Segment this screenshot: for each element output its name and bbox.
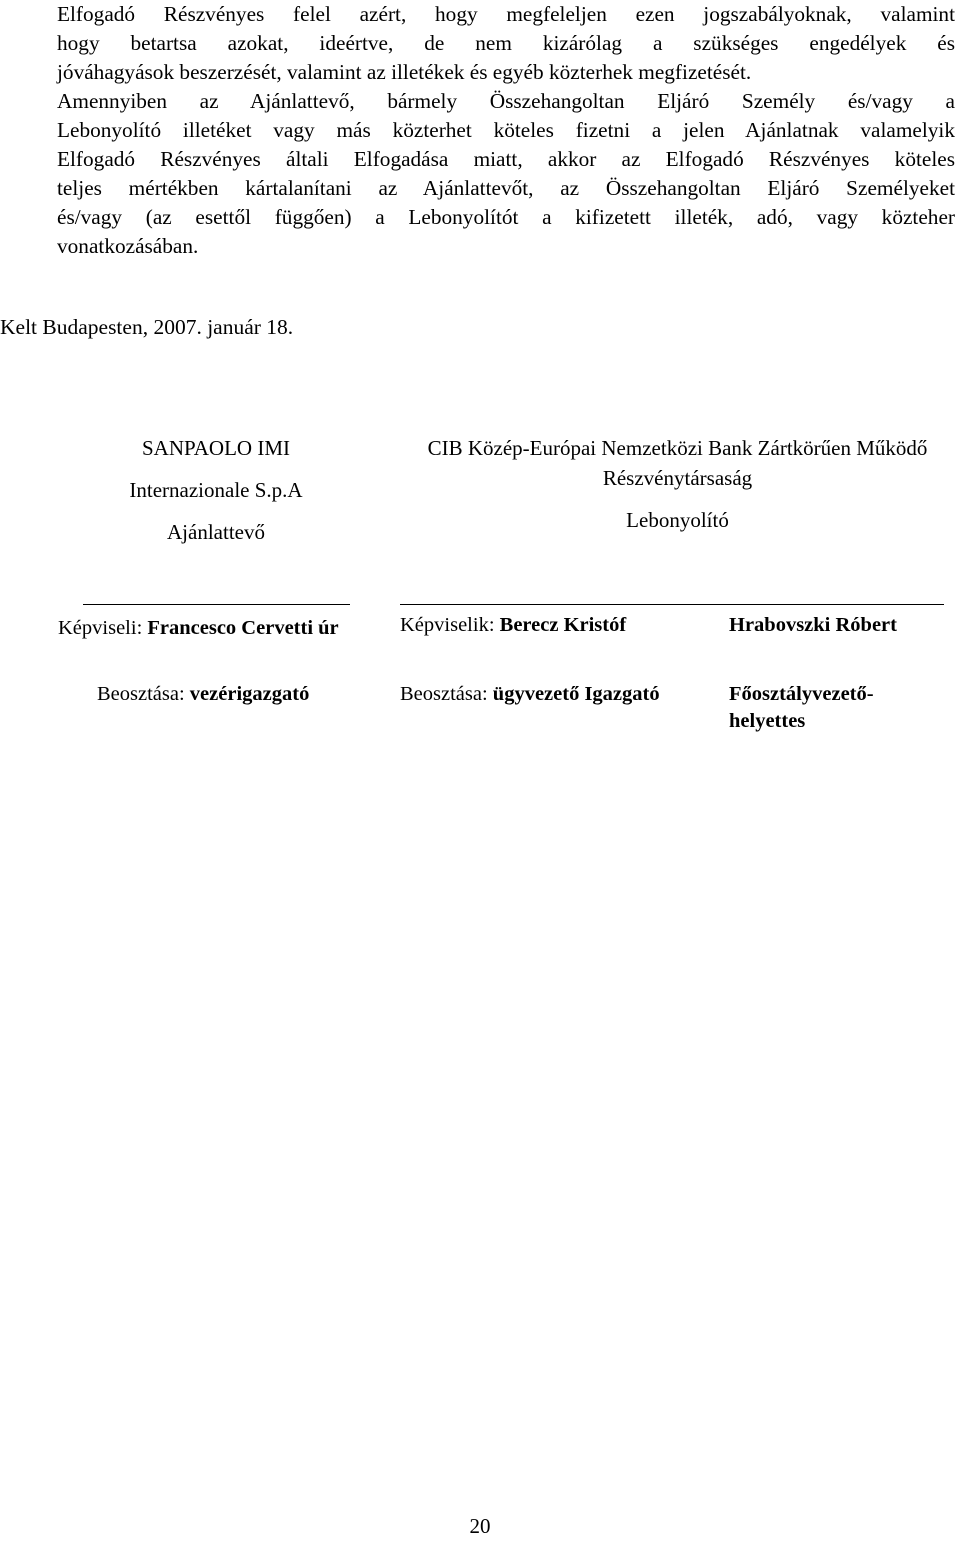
body-line-5: Lebonyolító illetéket vagy más közterhet köteles fizetni a jelen Ajánlatnak valamelyik (57, 118, 955, 142)
manager1-pos-label: Beosztása: (400, 683, 493, 705)
body-line-4: Amennyiben az Ajánlattevő, bármely Összehangoltan Eljáró Személy és/vagy a (57, 89, 955, 113)
body-line-6: Elfogadó Részvényes általi Elfogadása miatt, akkor az Elfogadó Részvényes köteles (57, 147, 955, 171)
manager1-pos-value: ügyvezető Igazgató (492, 683, 660, 705)
manager1-position (400, 680, 660, 708)
date-line: Kelt Budapesten, 2007. január 18. (0, 315, 294, 339)
manager2-signature-line (714, 604, 944, 605)
body-line-9: vonatkozásában. (57, 234, 199, 258)
manager2-position-line1: Főosztályvezető- (729, 683, 874, 705)
manager1-rep-label: Képviselik: (400, 614, 500, 636)
body-line-8: és/vagy (az esettől függően) a Lebonyolítót a kifizetett illeték, adó, vagy közteher (57, 205, 955, 229)
manager2-rep-name: Hrabovszki Róbert (729, 614, 897, 636)
offeror-name-line1: SANPAOLO IMI (142, 436, 290, 460)
offeror-signature-line (83, 604, 350, 605)
manager1-signature-line (400, 604, 714, 605)
page-number: 20 (469, 1514, 491, 1538)
body-line-2: hogy betartsa azokat, ideértve, de nem kizárólag a szükséges engedélyek és (57, 31, 955, 55)
offeror-pos-label: Beosztása: (97, 683, 190, 705)
manager1-representative (400, 611, 626, 639)
manager-name-line2: Részvénytársaság (602, 466, 753, 490)
offeror-rep-name: Francesco Cervetti úr (147, 617, 339, 639)
offeror-representative (58, 614, 339, 642)
offeror-pos-value: vezérigazgató (189, 683, 310, 705)
manager-role: Lebonyolító (626, 508, 729, 532)
body-line-1: Elfogadó Részvényes felel azért, hogy megfeleljen ezen jogszabályoknak, valamint (57, 2, 955, 26)
manager2-position-line2: helyettes (729, 710, 806, 732)
offeror-position (97, 680, 309, 708)
offeror-rep-label: Képviseli: (58, 617, 148, 639)
body-line-3: jóváhagyások beszerzését, valamint az illetékek és egyéb közterhek megfizetését. (57, 60, 752, 84)
offeror-name-line2: Internazionale S.p.A (129, 478, 303, 502)
body-line-7: teljes mértékben kártalanítani az Ajánlattevőt, az Összehangoltan Eljáró Személyeket (57, 176, 955, 200)
manager1-rep-name: Berecz Kristóf (499, 614, 627, 636)
manager-name-line1: CIB Közép-Európai Nemzetközi Bank Zártkörűen Működő (427, 436, 928, 460)
offeror-role: Ajánlattevő (167, 520, 265, 544)
